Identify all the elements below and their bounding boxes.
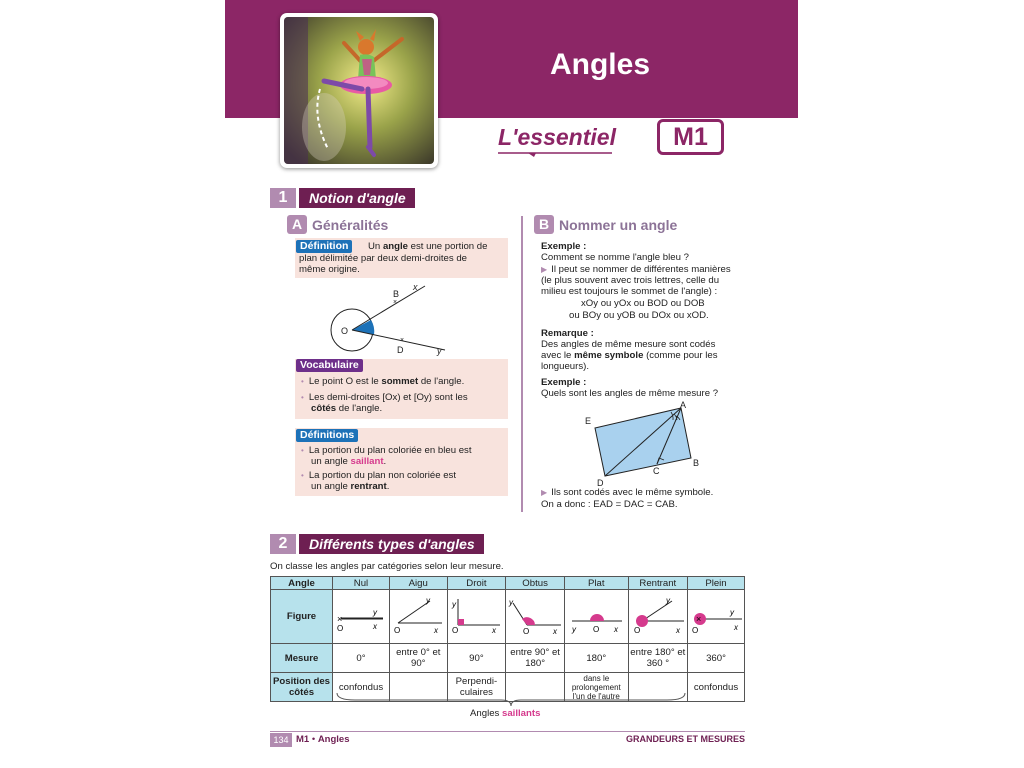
svg-text:O: O <box>337 624 344 633</box>
fig2-label-a: A <box>680 400 687 410</box>
figure-obtus <box>506 590 565 644</box>
subsection-b-letter: B <box>534 215 554 234</box>
page-number: 134 <box>270 733 292 747</box>
example-2-label: Exemple : <box>541 377 587 388</box>
fig1-label-x: x <box>413 282 418 292</box>
fig1-label-d: D <box>397 345 404 355</box>
column-divider <box>521 216 523 512</box>
figure-plein <box>687 590 744 644</box>
def1-line1: La portion du plan coloriée en bleu est <box>308 445 472 456</box>
definition-line-3: même origine. <box>299 264 360 275</box>
table-row-figure <box>271 590 745 644</box>
footer-separator: • <box>311 734 316 745</box>
example-2-answer: ▶ Ils sont codés avec le même symbole. <box>541 487 714 498</box>
def-item-2-line-2 <box>311 481 389 493</box>
row-header-mesure: Mesure <box>271 644 333 673</box>
footer-divider <box>270 731 745 732</box>
svg-text:y: y <box>426 596 431 605</box>
section-2-intro: On classe les angles par catégories selon leur mesure. <box>270 561 504 572</box>
mesure-aigu: entre 0° et 90° <box>390 644 448 673</box>
svg-text:O: O <box>593 625 600 634</box>
svg-text:O: O <box>394 626 401 635</box>
fig2-label-c: C <box>653 466 660 476</box>
example-1-label: Exemple : <box>541 241 587 252</box>
chapter-illustration <box>280 13 438 168</box>
subsection-a-header <box>287 215 388 234</box>
def2-post: . <box>386 481 390 492</box>
brace-label-pre: Angles <box>470 708 500 719</box>
def2-term: rentrant <box>350 481 387 492</box>
definition-line-1 <box>368 241 487 253</box>
vocab1-pre: Le point O est le <box>308 376 379 387</box>
figure-nul <box>333 590 390 644</box>
footer-chapter <box>296 734 350 745</box>
col-plein: Plein <box>687 577 744 590</box>
vocabulary-tag: Vocabulaire <box>296 359 363 372</box>
position-nul: confondus <box>333 673 390 702</box>
subsection-b-header <box>534 215 677 234</box>
definition-tag: Définition <box>296 240 352 253</box>
svg-text:O: O <box>523 627 530 635</box>
vocab-item-2-line-1: • Les demi-droites [Ox) et [Oy) sont les <box>301 392 468 403</box>
fig1-label-b: B <box>393 289 400 299</box>
fig2-label-b: B <box>693 458 700 468</box>
col-nul: Nul <box>333 577 390 590</box>
brace-label <box>470 708 540 720</box>
footer-chapter-name: Angles <box>317 734 350 745</box>
col-aigu: Aigu <box>390 577 448 590</box>
svg-text:x: x <box>492 626 497 635</box>
mesure-plein: 360° <box>687 644 744 673</box>
definition-term: angle <box>382 241 408 252</box>
remark2-pre: avec le <box>541 350 572 361</box>
col-plat: Plat <box>564 577 628 590</box>
section-2-number: 2 <box>270 534 296 554</box>
position-plein: confondus <box>687 673 744 702</box>
row-header-position: Position des côtés <box>271 673 333 702</box>
section-1-number: 1 <box>270 188 296 208</box>
svg-text:O: O <box>452 626 459 635</box>
def1-post: . <box>383 456 387 467</box>
definition-line-2: plan délimitée par deux demi-droites de <box>299 253 467 264</box>
def1-pre: un angle <box>311 456 348 467</box>
row-header-angle: Angle <box>271 577 333 590</box>
vocab1-term: sommet <box>381 376 419 387</box>
definition-pre: Un <box>368 241 381 252</box>
def2-pre: un angle <box>311 481 348 492</box>
ex1-a1: Il peut se nommer de différentes manières <box>551 264 731 275</box>
vocab1-post: de l'angle. <box>420 376 465 387</box>
col-obtus: Obtus <box>506 577 565 590</box>
brace-label-colored: saillants <box>502 708 541 719</box>
svg-text:×: × <box>393 299 398 306</box>
chapter-badge: M1 <box>657 119 724 155</box>
angle-names-line-2: ou BOy ou yOB ou DOx ou xOD. <box>569 310 709 321</box>
vocab2-line1: Les demi-droites [Ox) et [Oy) sont les <box>308 392 468 403</box>
figure-aigu <box>390 590 448 644</box>
remark2-post: (comme pour les <box>646 350 718 361</box>
table-row-angle <box>271 577 745 590</box>
position-plat: dans le prolongement l'un de l'autre <box>564 673 628 702</box>
svg-text:×: × <box>337 614 343 624</box>
svg-text:O: O <box>633 626 641 635</box>
remark-line-1: Des angles de même mesure sont codés <box>541 339 716 350</box>
essentiel-label: L'essentiel <box>498 124 616 150</box>
def2-line1: La portion du plan non coloriée est <box>308 470 457 481</box>
svg-text:y: y <box>509 598 514 607</box>
table-row-mesure <box>271 644 745 673</box>
fig1-label-origin: O <box>341 326 349 336</box>
fig2-label-d: D <box>597 478 604 488</box>
svg-text:×: × <box>695 614 702 624</box>
example-1-answer-1: ▶ Il peut se nommer de différentes manières <box>541 264 731 275</box>
svg-text:x: x <box>614 625 619 634</box>
fig1-label-y: y <box>437 346 442 356</box>
section-2-title: Différents types d'angles <box>299 534 484 554</box>
example-2-conclusion: On a donc : EAD = DAC = CAB. <box>541 499 678 510</box>
mesure-nul: 0° <box>333 644 390 673</box>
svg-text:y: y <box>452 600 457 609</box>
example-1-answer-3: milieu est toujours le sommet de l'angle) : <box>541 286 718 297</box>
figure-droit <box>447 590 506 644</box>
row-header-figure: Figure <box>271 590 333 644</box>
svg-text:y: y <box>572 625 577 634</box>
mesure-plat: 180° <box>564 644 628 673</box>
subsection-a-letter: A <box>287 215 307 234</box>
figure-plat <box>564 590 628 644</box>
remark-line-2 <box>541 350 718 362</box>
remark-line-3: longueurs). <box>541 361 589 372</box>
subsection-a-title: Généralités <box>312 216 389 233</box>
definitions-tag: Définitions <box>296 429 358 442</box>
remark-label: Remarque : <box>541 328 594 339</box>
position-droit: Perpendi-culaires <box>447 673 506 702</box>
essentiel-underline <box>498 151 612 157</box>
def-item-2-line-1: • La portion du plan non coloriée est <box>301 470 457 481</box>
section-1-title: Notion d'angle <box>299 188 415 208</box>
svg-text:×: × <box>400 337 405 344</box>
section-1-header <box>270 188 415 208</box>
figure-rentrant <box>628 590 687 644</box>
vocab2-post: de l'angle. <box>338 403 383 414</box>
remark2-term: même symbole <box>574 350 644 361</box>
vocab2-term: côtés <box>311 403 337 414</box>
section-2-header <box>270 534 484 554</box>
svg-text:x: x <box>675 626 680 635</box>
vocab-item-2-line-2 <box>311 403 382 415</box>
col-droit: Droit <box>447 577 506 590</box>
textbook-page <box>225 0 798 768</box>
footer-chapter-code: M1 <box>296 734 310 745</box>
svg-text:y: y <box>373 608 377 617</box>
angle-names-line-1: xOy ou yOx ou BOD ou DOB <box>581 298 705 309</box>
svg-text:O: O <box>691 626 699 635</box>
saillants-brace <box>335 693 687 707</box>
angle-figure <box>325 282 455 358</box>
svg-text:x: x <box>553 627 558 635</box>
angle-types-table <box>270 576 745 702</box>
rectangle-figure <box>585 400 705 488</box>
def1-term: saillant <box>350 456 384 467</box>
example-1-answer-2: (le plus souvent avec trois lettres, celle du <box>541 275 720 286</box>
definition-rest: est une portion de <box>410 241 488 252</box>
ex2-answer: Ils sont codés avec le même symbole. <box>551 487 714 498</box>
mesure-obtus: entre 90° et 180° <box>506 644 565 673</box>
svg-text:x: x <box>434 626 439 635</box>
example-1-question: Comment se nomme l'angle bleu ? <box>541 252 689 263</box>
mesure-rentrant: entre 180° et 360 ° <box>628 644 687 673</box>
col-rentrant: Rentrant <box>628 577 687 590</box>
svg-text:x: x <box>733 623 738 632</box>
def-item-1-line-1: • La portion du plan coloriée en bleu est <box>301 445 472 456</box>
subsection-b-title: Nommer un angle <box>559 216 678 233</box>
fig2-label-e: E <box>585 416 592 426</box>
svg-text:y: y <box>729 608 734 617</box>
page-title: Angles <box>549 48 651 81</box>
footer-part: GRANDEURS ET MESURES <box>625 734 745 744</box>
def-item-1-line-2 <box>311 456 386 468</box>
mesure-droit: 90° <box>447 644 506 673</box>
vocab-item-1: • Le point O est le sommet de l'angle. <box>301 376 465 387</box>
example-2-question: Quels sont les angles de même mesure ? <box>541 388 719 399</box>
svg-text:x: x <box>373 622 377 631</box>
svg-text:y: y <box>665 596 670 605</box>
